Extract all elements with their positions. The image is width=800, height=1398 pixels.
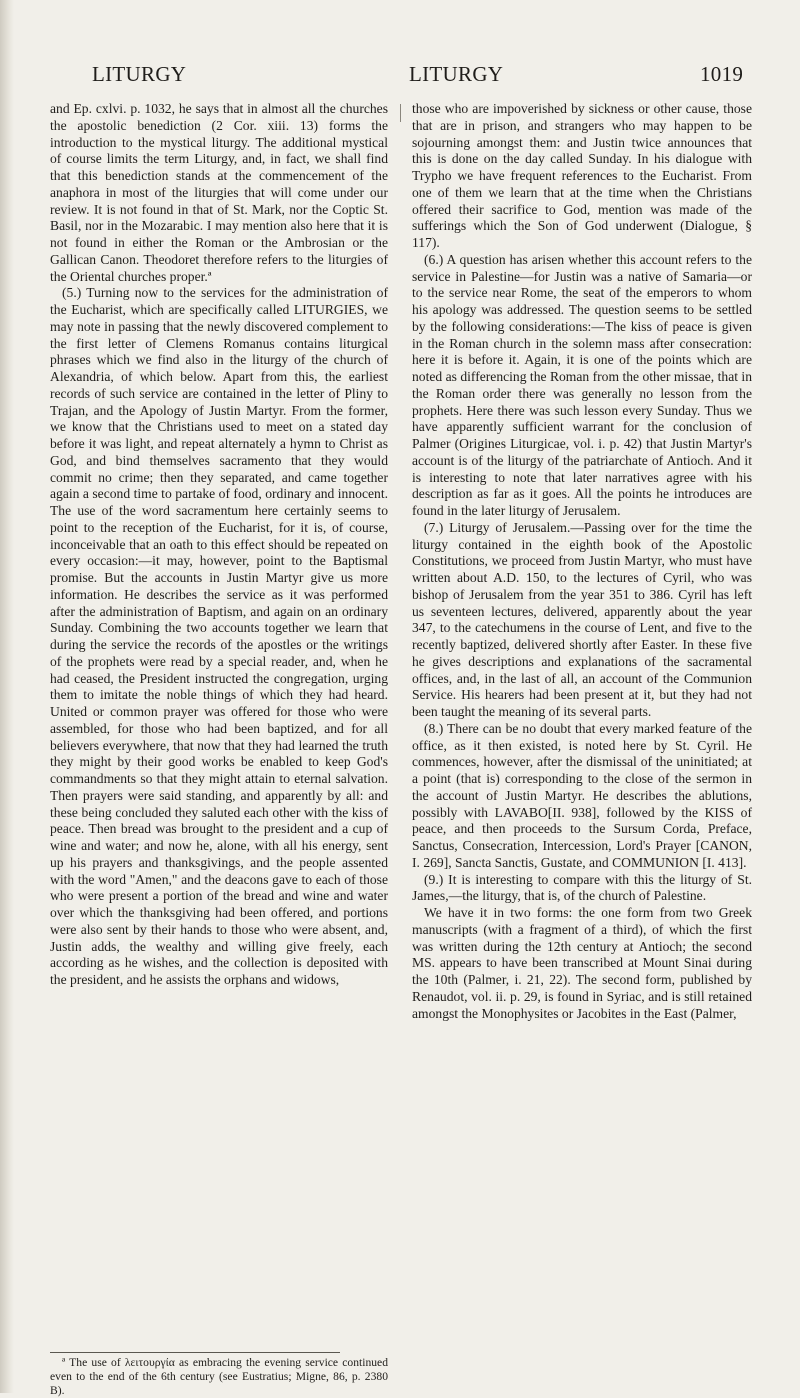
paragraph: (9.) It is interesting to compare with this the liturgy of St. James,—the liturgy, that is, of the church of Palestine.	[412, 871, 752, 904]
footnote-text: ª The use of λειτουργία as embracing the evening service continued even to the end of the 6th century (see Eustratius; Migne, 86, p. 2380 B).	[50, 1356, 388, 1397]
column-divider	[400, 104, 401, 122]
paragraph: and Ep. cxlvi. p. 1032, he says that in almost all the churches the apostolic benediction (2 Cor. xiii. 13) forms the introduction to the mystical liturgy. The additional mystical of course limits the term Liturgy, and, in fact, we shall find that this benediction stands at the commencement of the anaphora in most of the liturgies that will come under our review. It is not found in that of St. Mark, nor the Coptic St. Basil, nor in the Mozarabic. I may mention also here that it is not found in either the Roman or the Ambrosian or the Gallican Canon. Theodoret therefore refers to the liturgies of the Oriental churches proper.ª	[50, 101, 388, 284]
paragraph: We have it in two forms: the one form from two Greek manuscripts (with a fragment of a third), of which the first was written during the 12th century at Antioch; the second MS. appears to have been transcribed at Mount Sinai during the 10th (Palmer, i. 21, 22). The second form, published by Renaudot, vol. ii. p. 29, is found in Syriac, and is still retained amongst the Monophysites or Jacobites in the East (Palmer,	[412, 905, 752, 1021]
paragraph: (6.) A question has arisen whether this account refers to the service in Palestine—for Justin was a native of Samaria—or to the service near Rome, the seat of the emperors to whom his apology was addressed. The question seems to be settled by the following considerations:—The kiss of peace is given in the Roman church in the solemn mass after consecration: here it is before it. Again, it is one of the points which are noted as differencing the Roman from the other missae, that in the Roman order there was generally no lesson from the prophets. Here there was such lesson every Sunday. Thus we have apparently sufficient warrant for the conclusion of Palmer (Origines Liturgicae, vol. i. p. 42) that Justin Martyr's account is of the liturgy of the patriarchate of Antioch. And it is interesting to note that later narratives agree with his description as far as it goes. All the points he introduces are found in the later liturgy of Jerusalem.	[412, 251, 752, 518]
page-number: 1019	[700, 62, 744, 86]
running-header	[0, 62, 800, 88]
right-column	[412, 101, 752, 1022]
paragraph: (8.) There can be no doubt that every marked feature of the office, as it then existed, is noted here by St. Cyril. He commences, however, after the dismissal of the uninitiated; at a point (that is) corresponding to the close of the sermon in the account of Justin Martyr. He describes the ablutions, possibly with LAVABO[II. 938], followed by the KISS of peace, and then proceeds to the Sursum Corda, Preface, Sanctus, Consecration, Intercession, Lord's Prayer [CANON, I. 269], Sancta Sanctis, Gustate, and COMMUNION [I. 413].	[412, 720, 752, 870]
footnote-rule	[50, 1352, 340, 1353]
paragraph: those who are impoverished by sickness or other cause, those that are in prison, and strangers who may happen to be sojourning amongst them: and Justin twice announces that this is done on the day called Sunday. In his dialogue with Trypho we have frequent references to the Eucharist. From one of them we learn that at the time when the Christians offered their sacrifice to God, mention was made of the sufferings which the Son of God underwent (Dialogue, § 117).	[412, 101, 752, 250]
left-column	[50, 101, 388, 989]
footnote	[50, 1356, 388, 1398]
paragraph: (5.) Turning now to the services for the administration of the Eucharist, which are specifically called LITURGIES, we may note in passing that the newly discovered complement to the first letter of Clemens Romanus contains liturgical phrases which we find also in the liturgy of the church of Alexandria, of which below. Apart from this, the earliest records of such service are contained in the letter of Pliny to Trajan, and the Apology of Justin Martyr. From the former, we know that the Christians used to meet on a stated day before it was light, and repeat alternately a hymn to Christ as God, and bind themselves sacramento that they would commit no crime; then they separated, and came together again a second time to partake of food, ordinary and innocent. The use of the word sacramentum here certainly seems to point to the reception of the Eucharist, for it is, of course, inconceivable that an oath to this effect should be repeated on every occasion:—it may, however, point to the Baptismal promise. But the accounts in Justin Martyr give us more information. He describes the service as it was performed after the administration of Baptism, and again on an ordinary Sunday. Combining the two accounts together we learn that during the service the records of the apostles or the writings of the prophets were read by a special reader, and, when he had ceased, the President instructed the congregation, urging them to imitate the noble things of which they had heard. United or common prayer was offered for those who were assembled, for those who had been baptized, and for all believers everywhere, that now that they had learned the truth they might by their good works be enabled to keep God's commandments so that they might attain to eternal salvation. Then prayers were said standing, and apparently by all: and these being concluded they saluted each other with the kiss of peace. Then bread was brought to the president and a cup of wine and water; and now he, alone, with all his energy, sent up his prayers and thanksgivings, and the people assented with the word "Amen," and the deacons gave to each of those who were present a portion of the bread and wine and water over which the thanksgiving had been offered, and portions were also sent by their hands to those who were absent, and, Justin adds, the wealthy and willing give freely, each according as he wishes, and the collection is deposited with the president, and he assists the orphans and widows,	[50, 285, 388, 987]
header-right-title: LITURGY	[409, 62, 504, 86]
page-binding-shadow	[0, 0, 14, 1393]
header-left-title: LITURGY	[92, 62, 187, 86]
paragraph: (7.) Liturgy of Jerusalem.—Passing over for the time the liturgy contained in the eighth book of the Apostolic Constitutions, we proceed from Justin Martyr, who must have written about A.D. 150, to the lectures of Cyril, who was bishop of Jerusalem from the year 351 to 386. Cyril has left us seventeen lectures, delivered, apparently about the year 347, to the catechumens in the course of Lent, and five to the recently baptized, delivered shortly after Easter. In these five he gives descriptions and explanations of the sacramental offices, and, in the last of all, an account of the Communion Service. His hearers had been present at it, but they had not been taught the meaning of its several parts.	[412, 519, 752, 719]
